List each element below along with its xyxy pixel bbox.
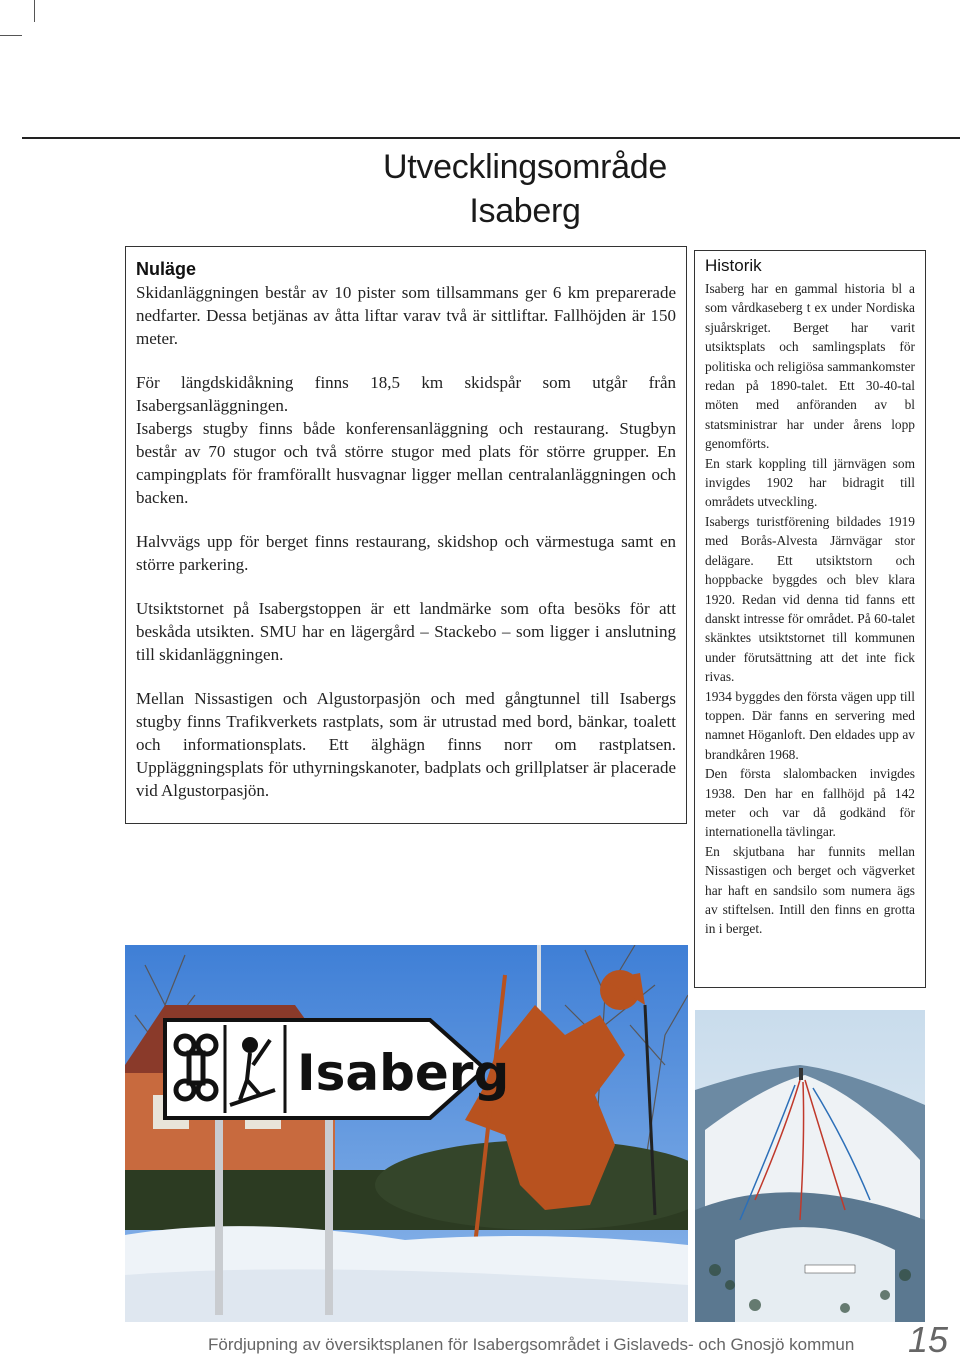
nulage-paragraph: Mellan Nissastigen och Algustorpasjön och med gångtunnel till Isabergs stugby finns Trafikverkets rastplats, som är utrustad med bord, bänkar, toalett och informationsplats. Ett älghägn finns norr om rastplatsen. Uppläggningsplats för uthyrningskanoter, badplats och grillplatser är placerade vid Algustorpasjön. <box>136 689 676 800</box>
crop-mark-horizontal <box>0 35 22 36</box>
footer-text: Fördjupning av översiktsplanen för Isabergsområdet i Gislaveds- och Gnosjö kommun <box>208 1335 855 1354</box>
historik-heading: Historik <box>705 256 762 275</box>
page-title-line-2: Isaberg <box>469 192 581 230</box>
historik-paragraph: En stark koppling till järnvägen som invigdes 1902 har bidragit till områdets utveckling. <box>705 455 915 510</box>
nulage-paragraph: Utsiktstornet på Isabergstoppen är ett landmärke som ofta besöks för att beskåda utsikten. SMU har en lägergård – Stackebo – som ligger i anslutning till skidanläggningen. <box>136 599 676 664</box>
historik-paragraph: Den första slalombacken invigdes 1938. Den har en fallhöjd på 142 meter och var då godkänd för internationella tävlingar. <box>705 766 915 840</box>
nulage-box <box>125 246 687 824</box>
page-title <box>330 145 720 233</box>
nulage-paragraph: Skidanläggningen består av 10 pister som tillsammans ger 6 km preparerade nedfarter. Dessa betjänas av åtta liftar varav två är sittliftar. Fallhöjden är 150 meter. <box>136 283 676 348</box>
nulage-heading: Nuläge <box>136 259 197 279</box>
nulage-paragraph: För längdskidåkning finns 18,5 km skidspår som utgår från Isabergsanläggningen. <box>136 373 676 415</box>
historik-paragraph: En skjutbana har funnits mellan Nissastigen och berget och vägverket har haft en sandsilo som numera ägs av stiftelsen. Intill den finns en grotta in i berget. <box>705 843 915 937</box>
historik-paragraph: Isabergs turistförening bildades 1919 med Borås-Alvesta Järnvägar stor delägare. Ett utsiktstorn och hoppbacke byggdes och blev klara 1920. Redan vid denna tid fanns ett danskt intresse för området. På 60-talet skänktes utsiktstornet till kommunen under förutsättning att det inte fick rivas. <box>705 513 915 685</box>
historik-paragraph: Isaberg har en gammal historia bl a som vårdkaseberg t ex under Nordiska sjuårskriget. Berget har varit utsiktsplats och samlingsplats för politiska och religiösa sammankomster redan på 1890-talet. Ett 30-40-tal möten med anföranden av bl statsministrar har under årens lopp genomförts. <box>705 281 915 452</box>
isaberg-sign-photo <box>125 945 688 1322</box>
nulage-paragraph: Halvvägs upp för berget finns restaurang, skidshop och värmestuga samt en större parkering. <box>136 532 676 574</box>
historik-box <box>694 250 926 988</box>
sign-label: Isaberg <box>297 1044 510 1102</box>
page-title-line-1: Utvecklingsområde <box>382 148 668 186</box>
nulage-paragraph: Isabergs stugby finns både konferensanläggning och restaurang. Stugbyn består av 70 stugor och två större stugor med plats för större grupper. En campingplats för framförallt husvagnar ligger mellan centralanläggningen och backen. <box>136 419 676 507</box>
crop-mark-vertical <box>34 0 35 22</box>
ski-resort-map-image <box>695 1010 925 1322</box>
header-rule <box>22 137 960 139</box>
ski-resort-map <box>695 1010 925 1322</box>
page-number: 15 <box>908 1319 949 1360</box>
isaberg-sign-photo-image <box>125 945 688 1322</box>
historik-paragraph: 1934 byggdes den första vägen upp till toppen. Där fanns en servering med namnet Höganloft. Den eldades upp av brandkåren 1968. <box>705 688 915 762</box>
